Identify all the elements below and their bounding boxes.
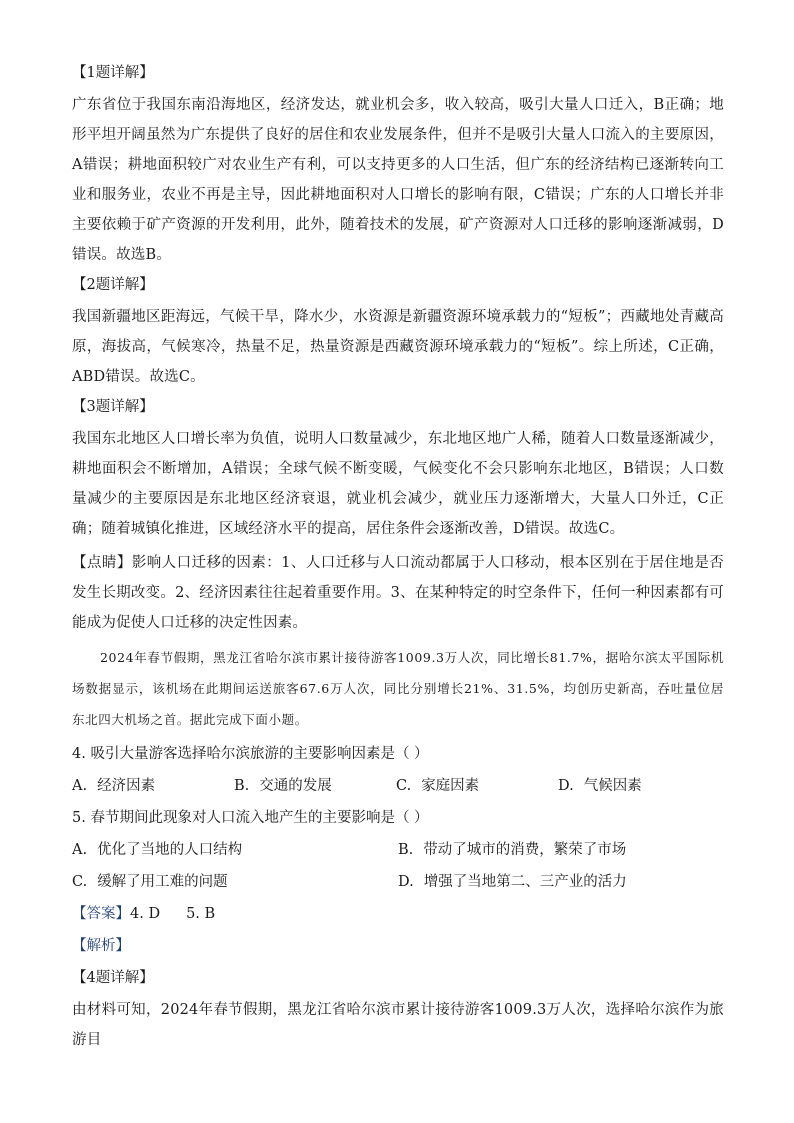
section-q4-analysis [72, 967, 724, 1055]
section-q2 [72, 274, 724, 392]
question-4-stem: 4. 吸引大量游客选择哈尔滨旅游的主要影响因素是（ ） [72, 746, 429, 762]
question-5-stem: 5. 春节期间此现象对人口流入地产生的主要影响是（ ） [72, 810, 429, 826]
question-5-options [72, 839, 724, 893]
option-c: C. 家庭因素 [396, 778, 480, 794]
section-q1 [72, 62, 724, 270]
tip-heading: 【点睛】 [72, 555, 132, 571]
section-body: 广东省位于我国东南沿海地区，经济发达，就业机会多，收入较高，吸引大量人口迁入，B正确；地形平坦开阔虽然为广东提供了良好的居住和农业发展条件，但并不是吸引大量人口流入的主要原因，A错误；耕地面积较广对农业生产有利，可以支持更多的人口生活，但广东的经济结构已逐渐转向工业和服务业，农业不再是主导，因此耕地面积对人口增长的影响有限，C错误；广东的人口增长并非主要依赖于矿产资源的开发利用，此外，随着技术的发展，矿产资源对人口迁移的影响逐渐减弱，D错误。故选B。 [72, 97, 724, 263]
answer-5: 5. B [186, 906, 216, 922]
option-a: A. 优化了当地的人口结构 [72, 842, 243, 858]
option-a: A. 经济因素 [72, 778, 156, 794]
section-heading: 【1题详解】 [72, 65, 154, 81]
section-heading: 【3题详解】 [72, 399, 154, 415]
option-b: B. 交通的发展 [234, 778, 332, 794]
option-d: D. 增强了当地第二、三产业的活力 [398, 874, 627, 890]
document-page [72, 62, 724, 1059]
tip-paragraph [72, 548, 724, 638]
section-body: 由材料可知，2024年春节假期，黑龙江省哈尔滨市累计接待游客1009.3万人次，选择哈尔滨作为旅游目 [72, 1002, 724, 1048]
tip-body: 影响人口迁移的因素：1、人口迁移与人口流动都属于人口移动，根本区别在于居住地是否发生长期改变。2、经济因素往往起着重要作用。3、在某种特定的时空条件下，任何一种因素都有可能成为促使人口迁移的决定性因素。 [72, 555, 724, 631]
answer-tag: 【答案】 [72, 906, 130, 922]
option-c: C. 缓解了用工难的问题 [72, 874, 228, 890]
section-heading: 【2题详解】 [72, 277, 154, 293]
section-body: 我国东北地区人口增长率为负值，说明人口数量减少，东北地区地广人稀，随着人口数量逐渐减少，耕地面积会不断增加，A错误；全球气候不断变暖，气候变化不会只影响东北地区，B错误；人口数量减少的主要原因是东北地区经济衰退，就业机会减少，就业压力逐渐增大，大量人口外迁，C正确；随着城镇化推进，区域经济水平的提高，居住条件会逐渐改善，D错误。故选C。 [72, 431, 724, 537]
section-body: 我国新疆地区距海远，气候干旱，降水少，水资源是新疆资源环境承载力的“短板”；西藏地处青藏高原，海拔高，气候寒冷，热量不足，热量资源是西藏资源环境承载力的“短板”。综上所述，C正确，ABD错误。故选C。 [72, 309, 724, 385]
option-b: B. 带动了城市的消费，繁荣了市场 [398, 842, 627, 858]
reading-material: 2024年春节假期，黑龙江省哈尔滨市累计接待游客1009.3万人次，同比增长81.7%，据哈尔滨太平国际机场数据显示，该机场在此期间运送旅客67.6万人次，同比分别增长21%、31.5%，均创历史新高，吞吐量位居东北四大机场之首。据此完成下面小题。 [72, 650, 724, 727]
section-q3 [72, 396, 724, 544]
question-4-options [72, 775, 724, 797]
option-d: D. 气候因素 [558, 778, 642, 794]
section-tip [72, 548, 724, 638]
answer-4: 4. D [130, 906, 161, 922]
section-heading: 【4题详解】 [72, 970, 154, 986]
answer-line [72, 903, 724, 925]
analysis-tag: 【解析】 [72, 938, 130, 954]
